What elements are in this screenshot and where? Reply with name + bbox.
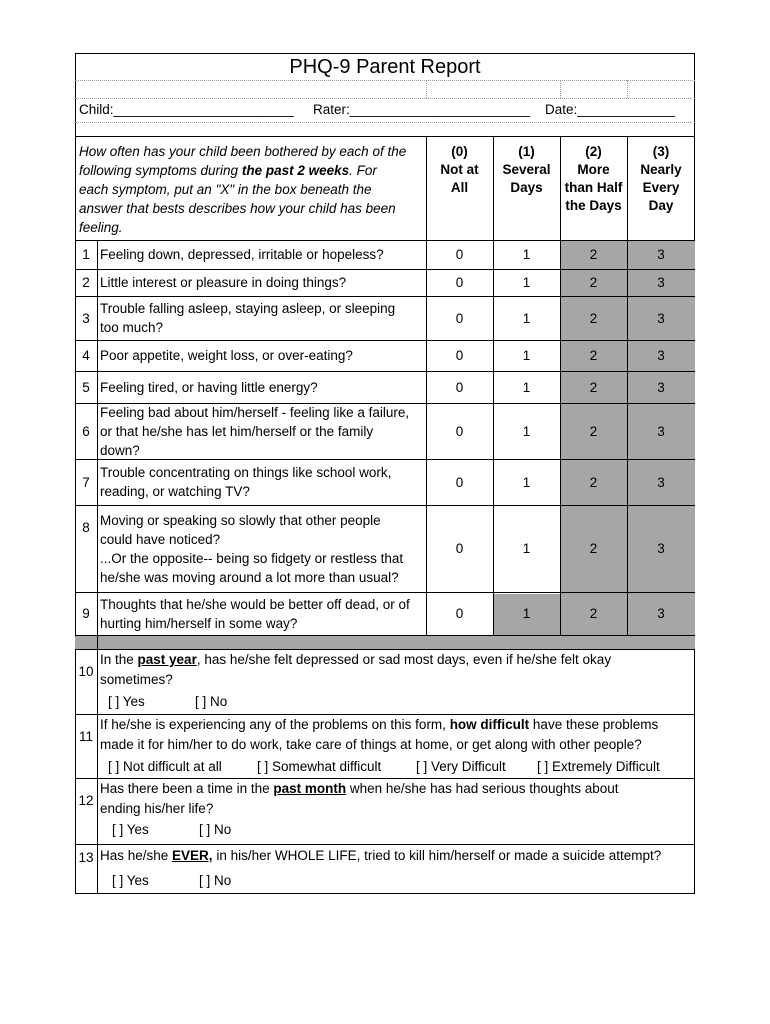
q10-no-option[interactable]: [ ] No	[195, 694, 228, 709]
date-field[interactable]: Date:_____________	[545, 102, 675, 117]
q10-text: In the past year, has he/she felt depressed or sad most days, even if he/she felt okay	[100, 652, 612, 667]
score-cell-4-2[interactable]: 2	[589, 379, 598, 395]
score-cell-1-0[interactable]: 0	[455, 275, 464, 290]
score-cell-7-3[interactable]: 3	[657, 541, 665, 556]
score-cell-8-0[interactable]: 0	[455, 606, 464, 621]
score-cell-0-2[interactable]: 2	[589, 247, 598, 262]
item-number: 7	[82, 474, 90, 490]
score-cell-1-2[interactable]: 2	[589, 275, 598, 290]
score-cell-0-3[interactable]: 3	[657, 247, 665, 262]
score-cell-5-2[interactable]: 2	[589, 423, 598, 439]
q12-no-option[interactable]: [ ] No	[199, 822, 232, 837]
rater-field[interactable]: Rater:________________________	[313, 102, 530, 117]
score-cell-6-0[interactable]: 0	[455, 474, 464, 490]
item-text: Thoughts that he/she would be better off dead, or of hurting him/herself in some way?	[100, 596, 410, 631]
shade-divider	[75, 635, 695, 649]
column-header-1: (1) Several Days	[502, 144, 551, 195]
score-cell-2-0[interactable]: 0	[455, 310, 464, 326]
child-field[interactable]: Child:________________________	[79, 102, 294, 117]
q12-text-line2: ending his/her life?	[100, 801, 214, 816]
score-cell-8-2[interactable]: 2	[589, 606, 598, 621]
score-cell-2-3[interactable]: 3	[657, 310, 665, 326]
item-number: 12	[78, 792, 94, 808]
grid-line	[75, 136, 695, 137]
score-cell-4-0[interactable]: 0	[455, 379, 464, 395]
score-cell-2-2[interactable]: 2	[589, 310, 598, 326]
col-line	[97, 240, 98, 894]
item-text: Moving or speaking so slowly that other people could have noticed? ...Or the opposite-- being so fidgety or restless that he/she was moving around a lot more than usual?	[100, 512, 404, 585]
item-number: 3	[82, 310, 90, 326]
score-cell-3-1[interactable]: 1	[522, 348, 531, 363]
item-number: 5	[82, 379, 90, 395]
score-cell-5-0[interactable]: 0	[455, 423, 464, 439]
score-cell-2-1[interactable]: 1	[522, 310, 531, 326]
item-text: Feeling down, depressed, irritable or hopeless?	[100, 247, 384, 262]
column-header-0: (0) Not at All	[440, 144, 479, 195]
column-header-2: (2) More than Half the Days	[564, 144, 623, 213]
item-number: 1	[82, 247, 90, 262]
item-number: 8	[82, 519, 90, 535]
score-cell-8-3[interactable]: 3	[657, 606, 665, 621]
q13-no-option[interactable]: [ ] No	[199, 873, 232, 888]
item-number: 4	[82, 348, 90, 363]
score-cell-3-2[interactable]: 2	[589, 348, 598, 363]
q13-yes-option[interactable]: [ ] Yes	[112, 873, 149, 888]
item-number: 11	[78, 728, 93, 744]
q11-option-very[interactable]: [ ] Very Difficult	[416, 759, 506, 774]
item-text: Trouble concentrating on things like school work, reading, or watching TV?	[100, 465, 392, 499]
item-number: 6	[82, 423, 90, 439]
grid-line	[627, 80, 628, 98]
q10-text-line2: sometimes?	[100, 672, 173, 687]
score-cell-3-0[interactable]: 0	[455, 348, 464, 363]
item-number: 9	[82, 606, 90, 621]
score-cell-0-1[interactable]: 1	[522, 247, 531, 262]
item-number: 2	[82, 275, 90, 290]
q12-yes-option[interactable]: [ ] Yes	[112, 822, 149, 837]
score-cell-7-0[interactable]: 0	[455, 541, 464, 556]
score-cell-3-3[interactable]: 3	[657, 348, 665, 363]
item-text: Trouble falling asleep, staying asleep, or sleeping too much?	[100, 301, 396, 335]
page-title: PHQ-9 Parent Report	[289, 56, 481, 78]
score-cell-4-1[interactable]: 1	[522, 379, 531, 395]
item-text: Poor appetite, weight loss, or over-eating?	[100, 348, 353, 363]
score-cell-4-3[interactable]: 3	[657, 379, 665, 395]
q12-text: Has there been a time in the past month when he/she has had serious thoughts about	[100, 781, 619, 796]
score-cell-1-3[interactable]: 3	[657, 275, 665, 290]
item-text: Feeling bad about him/herself - feeling like a failure, or that he/she has let him/herself or the family down?	[100, 404, 410, 458]
item-text: Little interest or pleasure in doing things?	[100, 275, 347, 290]
q10-yes-option[interactable]: [ ] Yes	[108, 694, 145, 709]
item-number: 13	[78, 849, 94, 865]
q13-text: Has he/she EVER, in his/her WHOLE LIFE, tried to kill him/herself or made a suicide attempt?	[100, 848, 662, 863]
score-cell-0-0[interactable]: 0	[455, 247, 464, 262]
score-cell-8-1[interactable]: 1	[522, 606, 531, 621]
item-text: Feeling tired, or having little energy?	[100, 379, 318, 395]
score-cell-7-2[interactable]: 2	[589, 541, 598, 556]
q11-option-not-difficult[interactable]: [ ] Not difficult at all	[108, 759, 222, 774]
instructions: How often has your child been bothered by each of the following symptoms during the past 2 weeks. For each symptom, put an "X" in the box beneath the answer that bests describes how your child has been feeling.	[79, 144, 407, 235]
q11-text-line2: made it for him/her to do work, take care of things at home, or get along with other people?	[100, 737, 642, 752]
score-cell-6-2[interactable]: 2	[589, 474, 598, 490]
grid-line	[426, 80, 427, 98]
grid-line	[560, 80, 561, 98]
score-cell-6-3[interactable]: 3	[657, 474, 665, 490]
grid-line	[75, 80, 695, 81]
score-cell-7-1[interactable]: 1	[522, 541, 531, 556]
grid-line	[75, 122, 695, 123]
row-line	[75, 844, 695, 845]
score-cell-1-1[interactable]: 1	[522, 275, 531, 290]
score-cell-6-1[interactable]: 1	[522, 474, 531, 490]
column-header-3: (3) Nearly Every Day	[640, 144, 682, 213]
grid-line	[75, 98, 695, 99]
score-cell-5-3[interactable]: 3	[657, 423, 665, 439]
q11-option-extremely[interactable]: [ ] Extremely Difficult	[537, 759, 660, 774]
row-line	[75, 635, 695, 636]
item-number: 10	[78, 663, 94, 679]
q11-option-somewhat[interactable]: [ ] Somewhat difficult	[257, 759, 382, 774]
q11-text: If he/she is experiencing any of the problems on this form, how difficult have these problems	[100, 717, 659, 732]
score-cell-5-1[interactable]: 1	[522, 423, 531, 439]
